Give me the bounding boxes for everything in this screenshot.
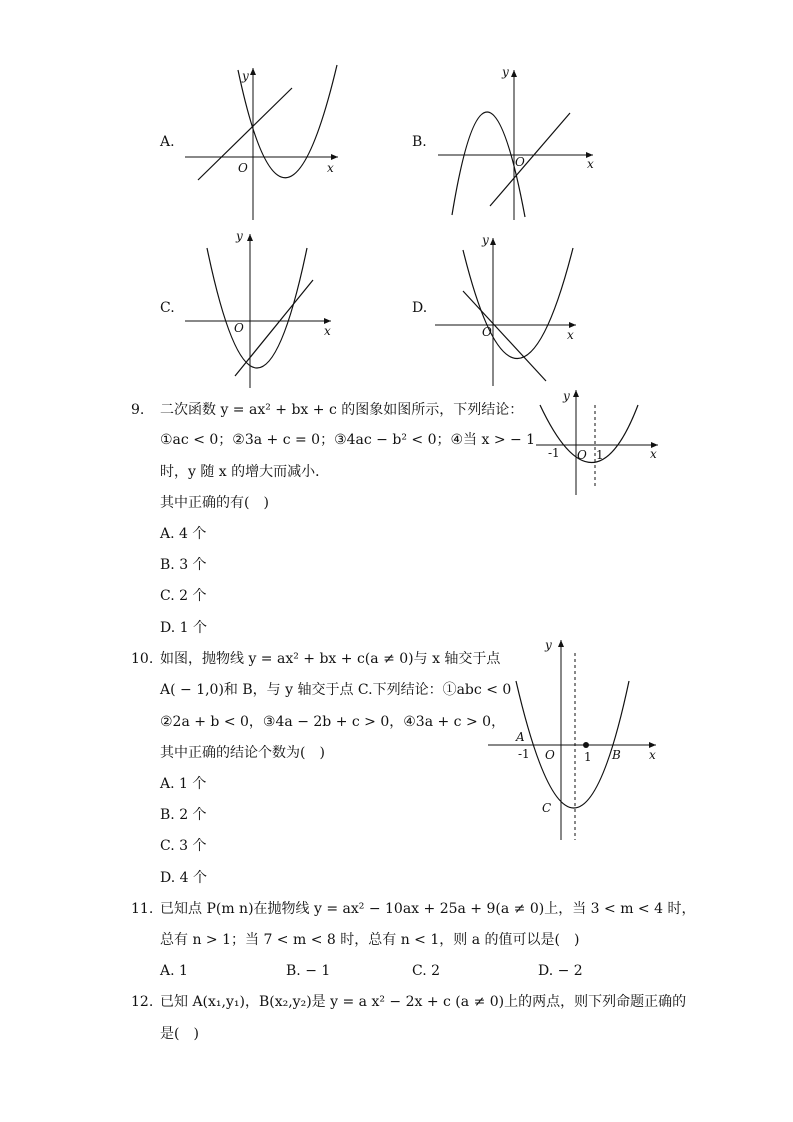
x-label: x (327, 161, 334, 175)
y-label: y (502, 65, 509, 79)
y-label: y (236, 229, 243, 243)
graph-option-c (180, 228, 350, 397)
point-c-label: C (542, 801, 552, 815)
y-label: y (242, 69, 249, 83)
q11-option-d: D. − 2 (538, 963, 583, 979)
q10-number: 10. (131, 651, 154, 667)
y-axis-arrow (247, 234, 253, 241)
q12-line2: 是( ) (160, 1026, 199, 1042)
x-label: x (650, 447, 657, 461)
q10-line2: A( − 1,0)和 B，与 y 轴交于点 C.下列结论：①abc < 0 (160, 682, 512, 698)
y-axis-arrow (490, 238, 496, 245)
q11-line1: 已知点 P(m n)在抛物线 y = ax² − 10ax + 25a + 9(a ≠ 0)上，当 3 < m < 4 时， (160, 901, 696, 917)
q9-option-b: B. 3 个 (160, 557, 207, 573)
q9-option-d: D. 1 个 (160, 620, 207, 636)
x-label: x (324, 324, 331, 338)
graph-option-d (430, 228, 595, 397)
one-label: 1 (596, 448, 604, 462)
q10-figure (484, 635, 664, 851)
x-axis-arrow (331, 154, 338, 160)
line (235, 280, 313, 376)
q9-line2: ①ac < 0；②3a + c = 0；③4ac − b² < 0；④当 x > − 1 (160, 432, 536, 448)
y-label: y (563, 389, 570, 403)
origin-label: O (577, 448, 587, 462)
origin-label: O (545, 748, 555, 762)
q12-number: 12. (131, 994, 154, 1010)
point-a-label: A (516, 730, 525, 744)
q11-number: 11. (131, 901, 154, 917)
option-b-label: B. (412, 134, 427, 150)
neg1-label: -1 (548, 446, 560, 460)
q12-line1: 已知 A(x₁,y₁)，B(x₂,y₂)是 y = a x² − 2x + c (a ≠ 0)上的两点，则下列命题正确的 (160, 994, 687, 1010)
q9-option-c: C. 2 个 (160, 588, 207, 604)
x-label: x (587, 157, 594, 171)
option-d-label: D. (412, 300, 428, 316)
neg1-label: -1 (518, 747, 530, 761)
q11-option-c: C. 2 (412, 963, 441, 979)
x-label: x (649, 748, 656, 762)
origin-label: O (515, 155, 525, 169)
parabola (463, 248, 573, 359)
q9-number: 9. (131, 402, 145, 418)
point-marker (583, 742, 589, 748)
point-b-label: B (612, 748, 621, 762)
q9-figure (530, 385, 665, 504)
x-label: x (567, 328, 574, 342)
line (463, 291, 546, 381)
q9-line1: 二次函数 y = ax² + bx + c 的图象如图所示，下列结论： (160, 402, 524, 418)
origin-label: O (234, 321, 244, 335)
q11-option-a: A. 1 (160, 963, 188, 979)
one-label: 1 (584, 750, 592, 764)
q10-option-b: B. 2 个 (160, 807, 207, 823)
option-a-label: A. (160, 134, 175, 150)
q10-option-a: A. 1 个 (160, 776, 207, 792)
q9-line3: 时，y 随 x 的增大而减小． (160, 464, 330, 480)
y-axis-arrow (250, 68, 256, 75)
graph-option-a (180, 60, 350, 229)
q10-line3: ②2a + b < 0，③4a − 2b + c > 0，④3a + c > 0， (160, 714, 506, 730)
q9-option-a: A. 4 个 (160, 526, 207, 542)
graph-option-b (430, 60, 605, 229)
y-axis-arrow (511, 70, 517, 77)
line (490, 113, 570, 206)
q11-line2: 总有 n > 1；当 7 < m < 8 时，总有 n < 1，则 a 的值可以是( ) (160, 932, 580, 948)
parabola (207, 248, 307, 368)
origin-label: O (238, 161, 248, 175)
q10-line1: 如图，抛物线 y = ax² + bx + c(a ≠ 0)与 x 轴交于点 (160, 651, 501, 667)
option-c-label: C. (160, 300, 175, 316)
q10-line4: 其中正确的结论个数为( ) (160, 745, 325, 761)
y-label: y (545, 638, 552, 652)
origin-label: O (482, 325, 492, 339)
q11-option-b: B. − 1 (286, 963, 331, 979)
q10-option-c: C. 3 个 (160, 838, 207, 854)
y-axis-arrow (573, 390, 579, 397)
q9-line4: 其中正确的有( ) (160, 495, 269, 511)
y-label: y (482, 233, 489, 247)
q10-option-d: D. 4 个 (160, 870, 207, 886)
y-axis-arrow (558, 640, 564, 647)
